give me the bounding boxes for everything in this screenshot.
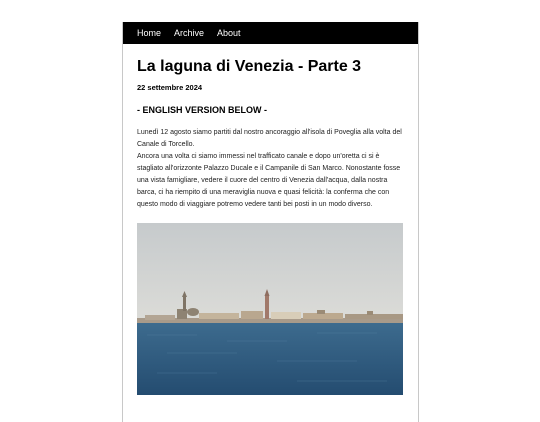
post-paragraph: Ancora una volta ci siamo immessi nel trafficato canale e dopo un'oretta ci si è stagliato all'orizzonte Palazzo Ducale e il Campanile di San Marco. Nonostante fosse una vista famigliare, vedere il cuore del centro di Venezia dall'acqua, dalla nostra barca, ci ha riempito di una meraviglia nuova e quasi felicità: la conferma che con questo modo di viaggiare potremo vedere tanti bei posti in un modo diverso. <box>137 153 401 208</box>
english-version-notice: - ENGLISH VERSION BELOW - <box>137 105 268 115</box>
nav-about-link[interactable]: About <box>217 28 241 38</box>
post-body <box>137 127 404 211</box>
venice-lagoon-photo <box>137 223 403 395</box>
post-paragraph: Lunedì 12 agosto siamo partiti dal nostro ancoraggio all'isola di Poveglia alla volta del Canale di Torcello. <box>137 129 402 148</box>
post-date: 22 settembre 2024 <box>137 83 203 92</box>
top-navigation <box>123 22 418 44</box>
blog-page <box>122 22 419 422</box>
nav-archive-link[interactable]: Archive <box>174 28 205 38</box>
blog-post <box>123 57 418 395</box>
post-title: La laguna di Venezia - Parte 3 <box>137 58 362 75</box>
nav-home-link[interactable]: Home <box>137 28 162 38</box>
